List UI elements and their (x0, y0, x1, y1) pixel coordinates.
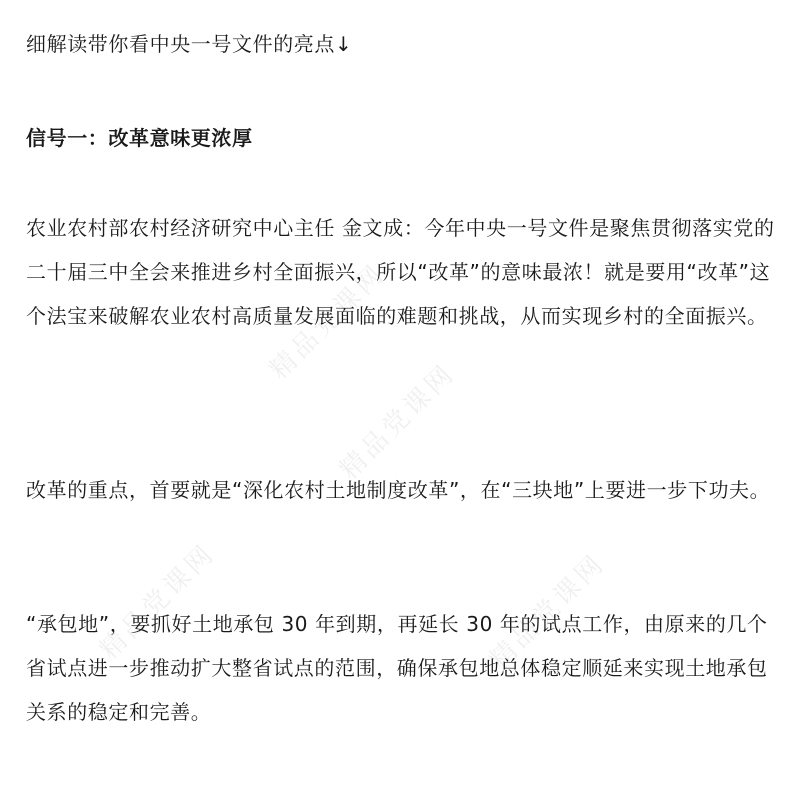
watermark: 精品党课网 (264, 258, 392, 386)
watermark: 精品党课网 (94, 538, 222, 666)
watermark: 精品党课网 (484, 548, 612, 676)
watermark: 精品党课网 (334, 358, 462, 486)
section-heading: 信号一：改革意味更浓厚 (26, 126, 253, 150)
paragraph-2: 改革的重点，首要就是“深化农村土地制度改革”，在“三块地”上要进一步下功夫。 (26, 478, 771, 502)
intro-line: 细解读带你看中央一号文件的亮点↓ (26, 32, 353, 56)
paragraph-1: 农业农村部农村经济研究中心主任 金文成：今年中央一号文件是聚焦贯彻落实党的二十届三中全会来推进乡村全面振兴，所以“改革”的意味最浓！就是要用“改革”这个法宝来破解农业农村高质量发展面临的难题和挑战，从而实现乡村的全面振兴。 (26, 216, 775, 328)
paragraph-3: “承包地”，要抓好土地承包 30 年到期，再延长 30 年的试点工作，由原来的几个省试点进一步推动扩大整省试点的范围，确保承包地总体稳定顺延来实现土地承包关系的稳定和完善。 (26, 612, 768, 724)
